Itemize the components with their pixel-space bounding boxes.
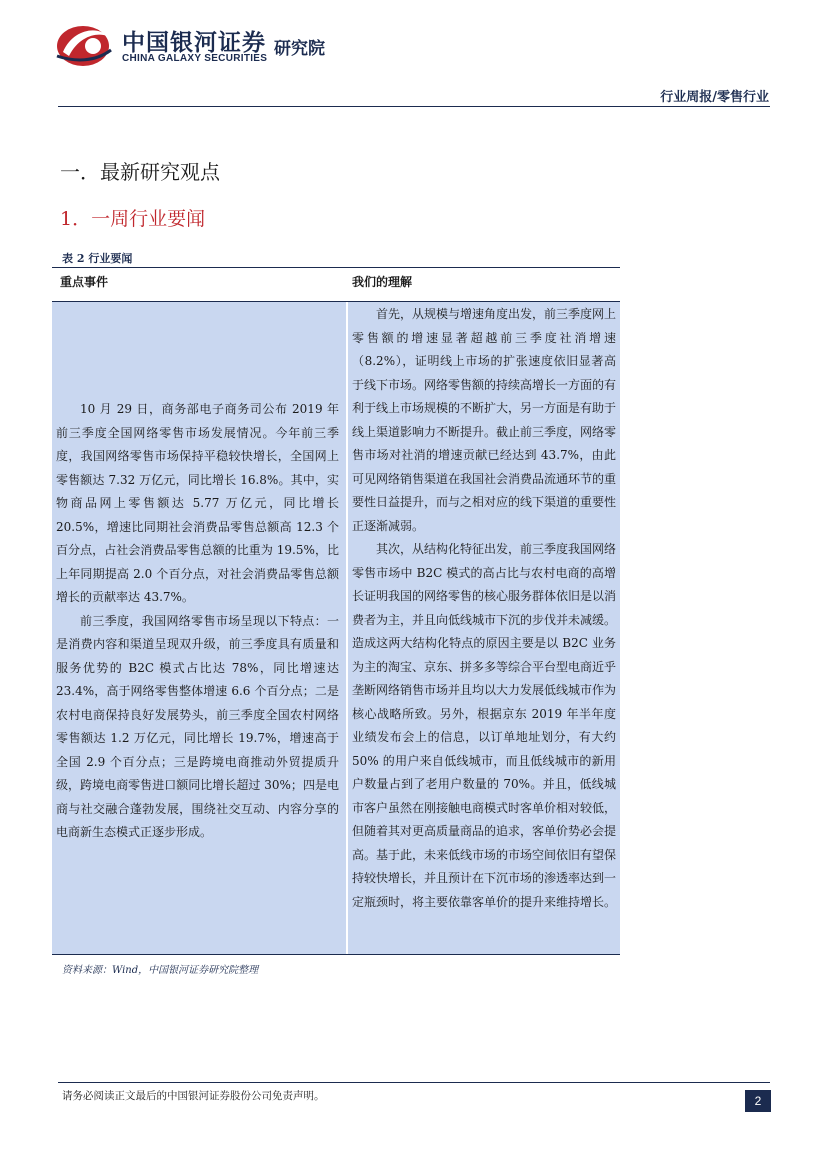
understanding-text [352,303,616,914]
table-header-events: 重点事件 [60,275,109,289]
page-number: 2 [745,1090,771,1112]
footer-disclaimer: 请务必阅读正文最后的中国银河证券股份公司免责声明。 [62,1090,325,1102]
understanding-paragraph: 首先，从规模与增速角度出发，前三季度网上零售额的增速显著超越前三季度社消增速（8.2%），证明线上市场的扩张速度依旧显著高于线下市场。网络零售额的持续高增长一方面的有利于线上市场规模的不断扩大，另一方面是有助于线上渠道影响力不断提升。截止前三季度，网络零售市场对社消的增速贡献已经达到 43.7%，由此可见网络销售渠道在我国社会消费品流通环节的重要性日益提升，而与之相对应的线下渠道的重要性正逐渐减弱。 [352,307,617,533]
news-table [52,267,620,955]
brand-name-cn: 中国银河证券 [122,30,266,56]
table-cell-events [52,302,346,954]
table-top-rule [52,267,620,268]
header-divider [58,106,770,107]
section-title: 一．最新研究观点 [60,160,220,184]
brand-institute: 研究院 [274,39,325,59]
table-bottom-rule [52,954,620,955]
events-paragraph: 10 月 29 日，商务部电子商务司公布 2019 年前三季度全国网络零售市场发展情况。今年前三季度，我国网络零售市场保持平稳较快增长，全国网上零售额达 7.32 万亿元，同比增长 16.8%。其中，实物商品网上零售额达 5.77 万亿元，同比增长 20.5%，增速比同期社会消费品零售总额高 12.3 个百分点，占社会消费品零售总额的比重为 19.5%，比上年同期提高 2.0 个百分点，对社会消费品零售总额增长的贡献率达 43.7%。 [56,402,339,604]
events-text [56,398,339,845]
table-header-understanding: 我们的理解 [352,275,413,289]
table-source-note: 资料来源：Wind，中国银河证券研究院整理 [62,965,259,976]
report-type-label: 行业周报/零售行业 [660,90,769,105]
table-cell-understanding [348,302,620,954]
understanding-paragraph: 其次，从结构化特征出发，前三季度我国网络零售市场中 B2C 模式的高占比与农村电商的高增长证明我国的网络零售的核心服务群体依旧是以消费者为主，并且向低线城市下沉的步伐并未减缓。造成这两大结构化特点的原因主要是以 B2C 业务为主的淘宝、京东、拼多多等综合平台型电商近乎垄断网络销售市场并且均以大力发展低线城市作为核心战略所致。另外，根据京东 2019 年半年度业绩发布会上的信息，以订单地址划分，有大约 50% 的用户来自低线城市，而且低线城市的新用户数量占到了老用户数量的 70%。并且，低线城市客户虽然在刚接触电商模式时客单价相对较低，但随着其对更高质量商品的追求，客单价势必会提高。基于此，未来低线市场的市场空间依旧有望保持较快增长，并且预计在下沉市场的渗透率达到一定瓶颈时，将主要依靠客单价的提升来维持增长。 [352,542,617,909]
events-paragraph: 前三季度，我国网络零售市场呈现以下特点：一是消费内容和渠道呈现双升级，前三季度具有质量和服务优势的 B2C 模式占比达 78%，同比增速达 23.4%，高于网络零售整体增速 6.6 个百分点；二是农村电商保持良好发展势头，前三季度全国农村网络零售额达 1.2 万亿元，同比增长 19.7%，增速高于全国 2.9 个百分点；三是跨境电商推动外贸提质升级，跨境电商零售进口额同比增长超过 30%；四是电商与社交融合蓬勃发展，围绕社交互动、内容分享的电商新生态模式正逐步形成。 [56,613,339,839]
brand-name-en: CHINA GALAXY SECURITIES [122,53,268,64]
galaxy-logo-icon [55,22,113,68]
table-caption: 表 2 行业要闻 [62,252,133,265]
subsection-title: 1．一周行业要闻 [60,208,206,230]
footer-divider [58,1082,770,1083]
